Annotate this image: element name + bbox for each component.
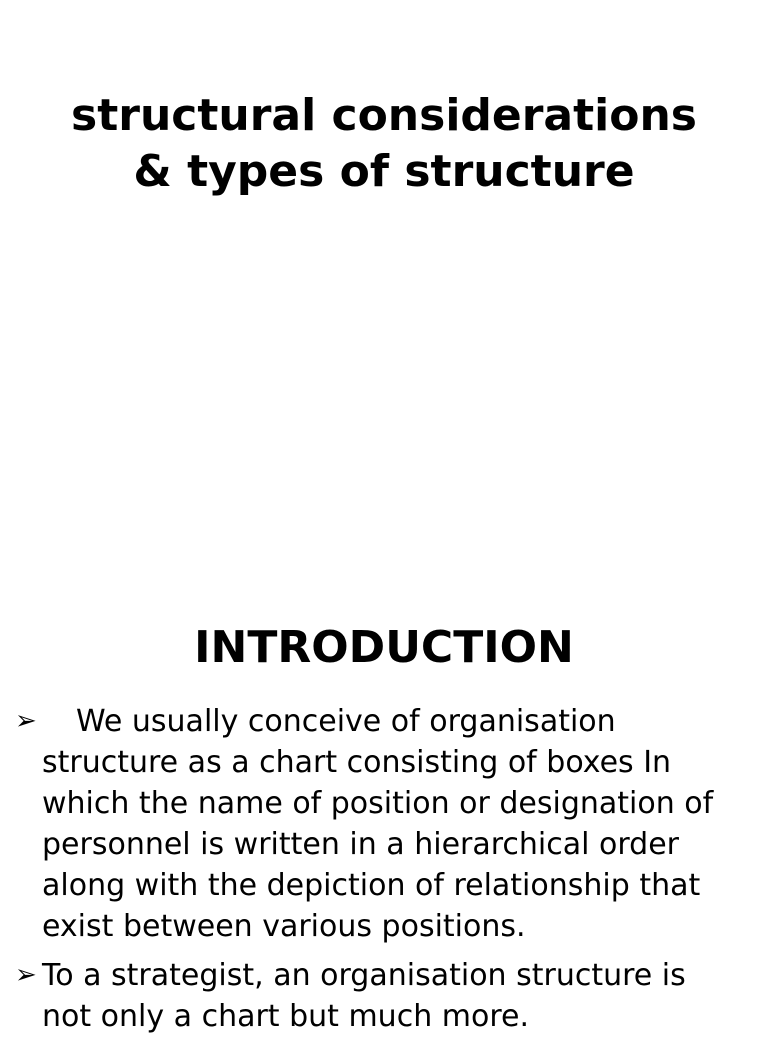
bullet-line: personnel is written in a hierarchical order — [42, 827, 680, 862]
bullet-item — [0, 955, 768, 1037]
introduction-slide — [0, 580, 768, 1034]
bullet-line: not only a chart but much more. — [42, 999, 529, 1034]
bullet-line: We usually conceive of organisation — [76, 704, 616, 739]
bullet-line: along with the depiction of relationship that — [42, 868, 701, 903]
bullet-line: which the name of position or designation of — [42, 786, 714, 821]
bullet-line: To a strategist, an organisation structure is — [42, 958, 686, 993]
bullet-line: exist between various positions. — [42, 909, 526, 944]
arrow-bullet-icon: ➢ — [15, 706, 37, 736]
title-line-1: structural considerations — [71, 90, 697, 141]
arrow-bullet-icon: ➢ — [15, 960, 37, 990]
bullet-line: structure as a chart consisting of boxes In — [42, 745, 672, 780]
bullet-item — [0, 701, 768, 947]
bullet-list — [0, 701, 768, 1037]
slide-title — [0, 88, 768, 200]
slide-heading: INTRODUCTION — [194, 622, 574, 673]
title-line-2: & types of structure — [133, 146, 635, 197]
